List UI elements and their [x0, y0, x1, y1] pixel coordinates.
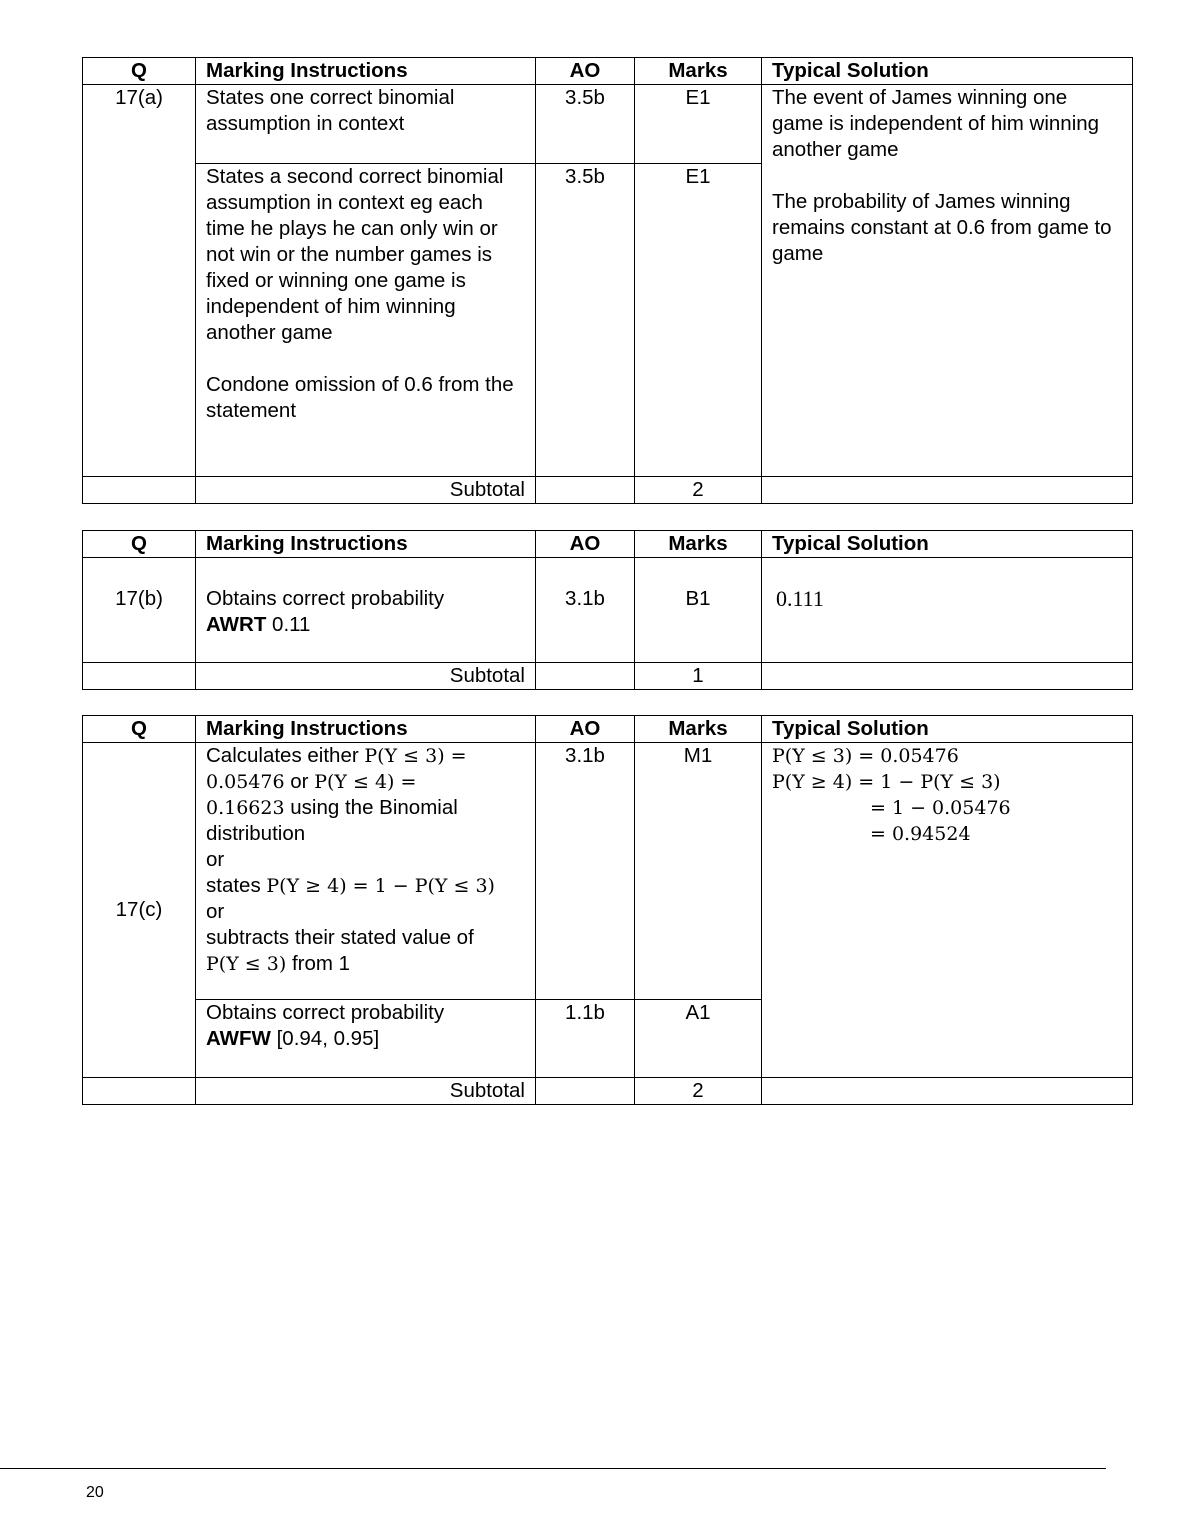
instruction-text: States a second correct binomial assumption in context eg each time he plays he can only win or not win or the number games is fixed or winning one game is independent of him winning another game	[206, 165, 504, 344]
instruction-text: states	[206, 874, 267, 897]
subtotal-row	[83, 663, 1133, 690]
subtotal-value: 1	[635, 663, 762, 690]
awrt-label: AWRT	[206, 613, 267, 636]
header-q: Q	[83, 531, 196, 558]
math-expression: P(Y ≤ 4) =	[314, 771, 417, 793]
ao-cell: 3.1b	[536, 558, 635, 663]
header-row	[83, 716, 1133, 743]
markscheme-table-17a	[82, 57, 1133, 504]
instruction-text: from 1	[286, 952, 351, 975]
solution-text: The probability of James winning remains constant at 0.6 from game to game	[772, 190, 1112, 265]
instruction-cell: States one correct binomial assumption in context	[196, 85, 536, 164]
footer-divider	[0, 1468, 1106, 1469]
instruction-text: Obtains correct probability	[206, 587, 445, 610]
awfw-value: [0.94, 0.95]	[270, 1027, 380, 1050]
instruction-cell	[196, 1000, 536, 1078]
table-row	[83, 85, 1133, 164]
marks-cell: E1	[635, 85, 762, 164]
math-expression: P(Y ≤ 3) =	[364, 745, 467, 767]
instruction-text: or	[206, 848, 225, 871]
instruction-text: subtracts their stated value of	[206, 926, 474, 949]
header-marks: Marks	[635, 531, 762, 558]
question-label: 17(b)	[83, 558, 196, 663]
subtotal-value: 2	[635, 1078, 762, 1105]
header-row	[83, 531, 1133, 558]
instruction-text: Calculates either	[206, 744, 365, 767]
header-row	[83, 58, 1133, 85]
header-ao: AO	[536, 58, 635, 85]
instruction-text: Obtains correct probability	[206, 1001, 445, 1024]
marks-cell: B1	[635, 558, 762, 663]
question-label: 17(c)	[83, 743, 196, 1078]
header-solution: Typical Solution	[762, 58, 1133, 85]
markscheme-table-17c	[82, 715, 1133, 1105]
awrt-value: 0.11	[266, 613, 311, 636]
subtotal-value: 2	[635, 477, 762, 504]
math-expression: P(Y ≥ 4) = 1 − P(Y ≤ 3)	[266, 875, 495, 897]
header-marks: Marks	[635, 716, 762, 743]
markscheme-table-17b	[82, 530, 1133, 690]
solution-cell	[762, 558, 1133, 663]
instruction-text: or	[284, 770, 315, 793]
header-instructions: Marking Instructions	[196, 531, 536, 558]
marks-cell: M1	[635, 743, 762, 1000]
awfw-label: AWFW	[206, 1027, 271, 1050]
question-label: 17(a)	[83, 85, 196, 477]
header-marks: Marks	[635, 58, 762, 85]
subtotal-label: Subtotal	[196, 1078, 536, 1105]
solution-line: = 1 − 0.05476	[870, 797, 1011, 819]
header-instructions: Marking Instructions	[196, 58, 536, 85]
instruction-text: using the Binomial distribution	[206, 796, 458, 845]
solution-text: The event of James winning one game is independent of him winning another game	[772, 86, 1100, 161]
header-solution: Typical Solution	[762, 716, 1133, 743]
subtotal-label: Subtotal	[196, 663, 536, 690]
table-row	[83, 558, 1133, 663]
header-solution: Typical Solution	[762, 531, 1133, 558]
header-ao: AO	[536, 716, 635, 743]
solution-line: P(Y ≤ 3) = 0.05476	[772, 745, 959, 767]
instruction-cell	[196, 558, 536, 663]
math-expression: P(Y ≤ 3)	[206, 953, 287, 975]
header-q: Q	[83, 716, 196, 743]
instruction-text: or	[206, 900, 225, 923]
ao-cell: 3.5b	[536, 164, 635, 477]
subtotal-row	[83, 1078, 1133, 1105]
solution-cell	[762, 85, 1133, 477]
header-ao: AO	[536, 531, 635, 558]
table-row	[83, 743, 1133, 1000]
subtotal-row	[83, 477, 1133, 504]
math-expression: 0.16623	[206, 797, 285, 819]
instruction-note: Condone omission of 0.6 from the statement	[206, 373, 514, 422]
solution-line: P(Y ≥ 4) = 1 − P(Y ≤ 3)	[772, 771, 1001, 793]
page-number: 20	[86, 1484, 104, 1501]
solution-line: = 0.94524	[870, 823, 971, 845]
solution-cell	[762, 743, 1133, 1078]
instruction-cell	[196, 743, 536, 1000]
ao-cell: 3.1b	[536, 743, 635, 1000]
ao-cell: 3.5b	[536, 85, 635, 164]
solution-value: 0.111	[776, 586, 824, 611]
instruction-cell	[196, 164, 536, 477]
marks-cell: A1	[635, 1000, 762, 1078]
subtotal-label: Subtotal	[196, 477, 536, 504]
marks-cell: E1	[635, 164, 762, 477]
header-instructions: Marking Instructions	[196, 716, 536, 743]
ao-cell: 1.1b	[536, 1000, 635, 1078]
math-expression: 0.05476	[206, 771, 285, 793]
header-q: Q	[83, 58, 196, 85]
